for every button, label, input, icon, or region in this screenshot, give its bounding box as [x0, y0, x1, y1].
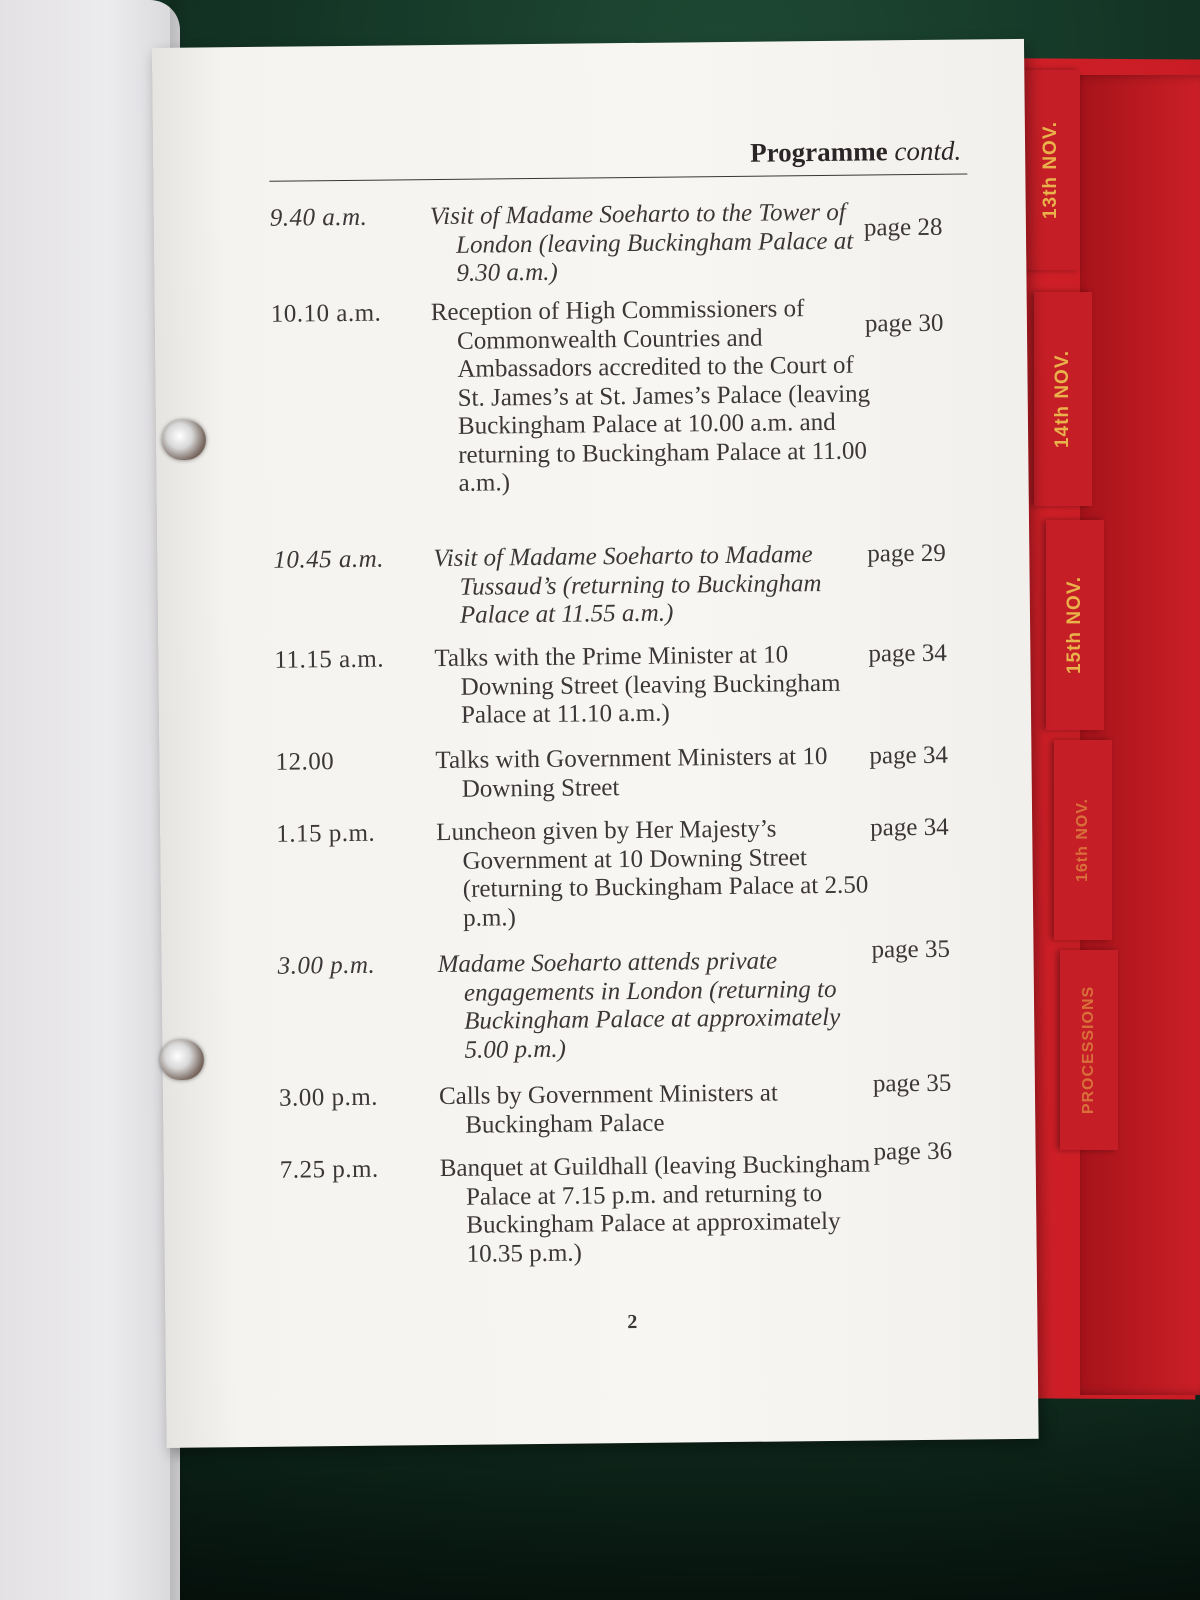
entry-page-ref: page 35	[872, 1069, 952, 1098]
entry-page-ref: page 35	[871, 935, 951, 964]
header-rule	[269, 173, 967, 181]
entry-page-ref: page 29	[867, 539, 946, 568]
tab-label: PROCESSIONS	[1080, 985, 1098, 1115]
schedule-entry	[279, 1137, 980, 1268]
entry-page-ref: page 36	[873, 1137, 953, 1166]
entry-description: Luncheon given by Her Majesty’s Government at 10 Downing Street (returning to Buckingham Palace at 2.50 p.m.)	[436, 815, 869, 932]
binder-ring-top	[162, 420, 206, 460]
title-suffix: contd.	[894, 135, 962, 167]
tab-label: 13th NOV.	[1040, 120, 1061, 220]
entry-page-ref: page 34	[870, 813, 949, 842]
entry-page-ref: page 30	[864, 309, 944, 338]
page-number: 2	[627, 1310, 638, 1334]
entry-description: Visit of Madame Soeharto to the Tower of London (leaving Buckingham Palace at 9.30 a.m.)	[429, 198, 854, 287]
schedule-entry	[269, 197, 970, 287]
entry-description: Reception of High Commissioners of Commonwealth Countries and Ambassadors accredited to the Court of St. James’s at St. James’s Palace (leaving Buckingham Palace at 10.00 a.m. and returning to Buckingham Palace at 11.00 a.m.)	[430, 295, 871, 497]
entry-time: 3.00 p.m.	[278, 1083, 379, 1112]
schedule-entry	[274, 639, 974, 729]
schedule-entry	[270, 293, 971, 497]
entry-page-ref: page 34	[868, 639, 947, 668]
entry-description: Madame Soeharto attends private engagements in London (returning to Buckingham Palace at approximately 5.00 p.m.)	[437, 947, 841, 1064]
entry-page-ref: page 28	[863, 213, 943, 242]
schedule-entry	[276, 813, 976, 932]
entry-description: Banquet at Guildhall (leaving Buckingham Palace at 7.15 p.m. and returning to Buckingham Palace at approximately 10.35 p.m.)	[439, 1150, 871, 1268]
programme-page	[152, 39, 1039, 1448]
entry-time: 1.15 p.m.	[276, 819, 376, 848]
tab-label: 16th NOV.	[1074, 798, 1091, 882]
entry-description: Visit of Madame Soeharto to Madame Tussaud’s (returning to Buckingham Palace at 11.55 a.m.)	[433, 541, 822, 629]
tab-14th-nov[interactable]	[1034, 292, 1092, 506]
entry-time: 11.15 a.m.	[274, 645, 385, 674]
entry-time: 10.10 a.m.	[270, 299, 382, 328]
entry-time: 12.00	[275, 748, 335, 776]
entry-time: 10.45 a.m.	[273, 545, 385, 574]
entry-description: Talks with the Prime Minister at 10 Downing Street (leaving Buckingham Palace at 11.10 a.m.)	[434, 641, 841, 729]
schedule-entry	[278, 1069, 979, 1139]
schedule-entry	[275, 741, 975, 803]
tab-15th-nov[interactable]	[1046, 520, 1104, 730]
entry-time: 7.25 p.m.	[279, 1155, 379, 1184]
entry-description: Talks with Government Ministers at 10 Downing Street	[435, 742, 828, 803]
binder-ring-bottom	[160, 1040, 204, 1080]
entry-description: Calls by Government Ministers at Buckingham Palace	[438, 1079, 778, 1139]
left-page	[0, 0, 180, 1600]
schedule-entry	[273, 539, 973, 629]
title-text: Programme	[750, 136, 888, 168]
entry-time: 9.40 a.m.	[269, 203, 368, 232]
tab-label: 15th NOV.	[1064, 575, 1085, 675]
schedule-entry	[277, 935, 977, 1064]
entry-page-ref: page 34	[869, 741, 949, 770]
folder-cover	[1080, 75, 1200, 1395]
tab-16th-nov[interactable]	[1054, 740, 1112, 940]
tab-label: 14th NOV.	[1052, 349, 1073, 449]
page-title	[750, 136, 961, 169]
tab-processions[interactable]	[1060, 950, 1118, 1150]
tab-13th-nov[interactable]	[1022, 70, 1080, 270]
entry-time: 3.00 p.m.	[277, 951, 376, 980]
